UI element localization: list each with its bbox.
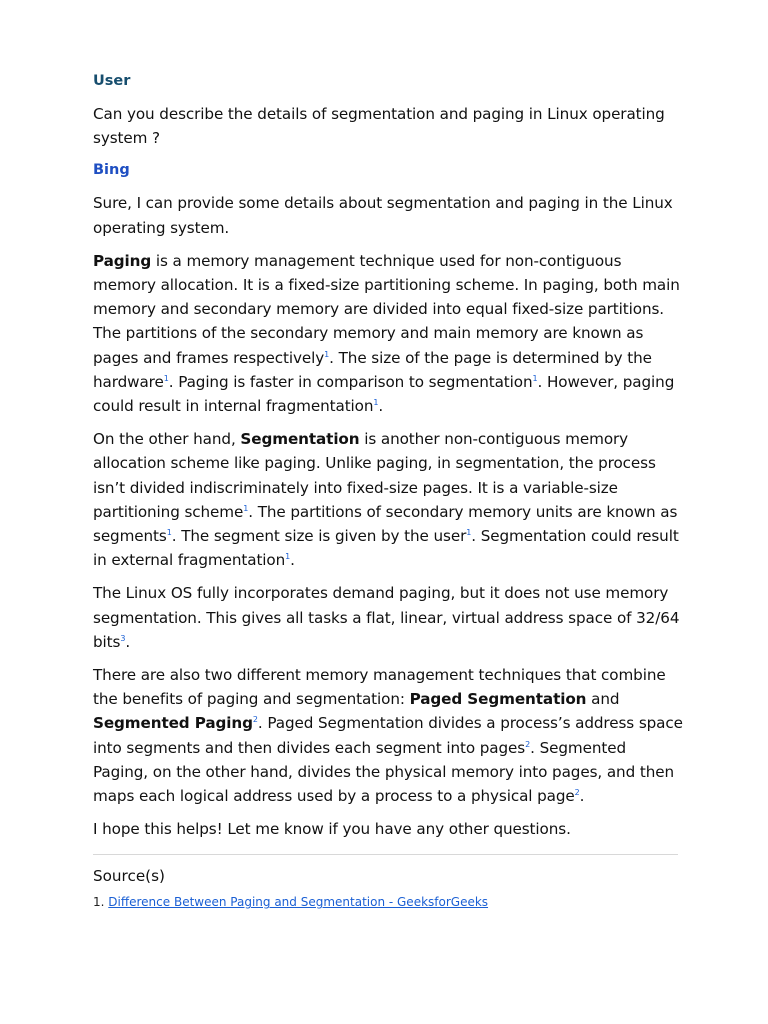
sources-divider xyxy=(93,854,678,855)
segmentation-text-1: is another non-contiguous memory allocation scheme like paging. Unlike paging, in segmentation, the process isn’t divided indiscriminately into fixed-size pages. It is a variable-size partitioning scheme xyxy=(93,430,656,521)
source-item xyxy=(93,893,683,911)
combined-lead: There are also two different memory management techniques that combine the benefits of paging and segmentation: xyxy=(93,666,666,709)
paging-text-3: . Paging is faster in comparison to segmentation xyxy=(168,372,533,391)
linux-paragraph xyxy=(93,581,683,654)
combined-techniques-paragraph xyxy=(93,663,683,808)
citation-2[interactable]: 2 xyxy=(574,788,580,798)
source-number: 1. xyxy=(93,895,105,910)
closing-paragraph: I hope this helps! Let me know if you have any other questions. xyxy=(93,820,571,839)
citation-1[interactable]: 1 xyxy=(466,527,472,537)
combined-text-2: . Segmented Paging, on the other hand, divides the physical memory into pages, and then maps each logical address used by a process to a physical page xyxy=(93,738,674,806)
paging-text-4: . However, paging could result in internal fragmentation xyxy=(93,372,675,416)
paging-text-1: is a memory management technique used for non-contiguous memory allocation. It is a fixed-size partitioning scheme. In paging, both main memory and secondary memory are divided into equal fixed-size partitions. The partitions of the secondary memory and main memory are known as pages and frames respectively xyxy=(93,251,680,367)
citation-1[interactable]: 1 xyxy=(324,349,330,359)
citation-1[interactable]: 1 xyxy=(285,552,291,562)
citation-1[interactable]: 1 xyxy=(166,527,172,537)
segmentation-text-end: . xyxy=(290,551,295,570)
segmentation-text-2: . The partitions of secondary memory units are known as segments xyxy=(93,502,678,546)
citation-2[interactable]: 2 xyxy=(525,739,531,749)
combined-text-end: . xyxy=(579,787,585,806)
paging-text-end: . xyxy=(378,397,384,416)
paging-text-2: . The size of the page is determined by the hardware xyxy=(93,348,652,391)
combined-text-1: . Paged Segmentation divides a process’s address space into segments and then divides each segment into pages xyxy=(93,714,683,757)
citation-1[interactable]: 1 xyxy=(243,503,249,513)
segmentation-lead: On the other hand, xyxy=(93,430,241,449)
paged-segmentation-term: Paged Segmentation xyxy=(409,690,587,709)
citation-2[interactable]: 2 xyxy=(252,715,258,725)
citation-1[interactable]: 1 xyxy=(373,397,379,407)
linux-text: The Linux OS fully incorporates demand paging, but it does not use memory segmentation. This gives all tasks a flat, linear, virtual address space of 32/64 bits xyxy=(93,584,680,651)
user-label: User xyxy=(93,73,131,89)
bing-intro: Sure, I can provide some details about segmentation and paging in the Linux operating system. xyxy=(93,194,673,237)
sources-heading: Source(s) xyxy=(93,867,165,886)
source-link[interactable]: Difference Between Paging and Segmentation - GeeksforGeeks xyxy=(108,895,489,910)
segmentation-text-3: . The segment size is given by the user xyxy=(171,527,467,546)
citation-1[interactable]: 1 xyxy=(532,373,538,383)
conversation xyxy=(93,70,683,911)
segmentation-paragraph xyxy=(93,427,683,572)
linux-text-end: . xyxy=(125,632,131,651)
segmented-paging-term: Segmented Paging xyxy=(93,714,253,733)
paging-term: Paging xyxy=(93,251,152,270)
segmentation-term: Segmentation xyxy=(240,430,360,449)
combined-and: and xyxy=(586,690,620,709)
segmentation-text-4: . Segmentation could result in external fragmentation xyxy=(93,527,679,570)
user-message: Can you describe the details of segmentation and paging in Linux operating system ? xyxy=(93,105,665,148)
bing-label: Bing xyxy=(93,162,130,179)
paging-paragraph xyxy=(93,249,683,418)
citation-1[interactable]: 1 xyxy=(163,373,169,383)
citation-3[interactable]: 3 xyxy=(120,633,126,643)
